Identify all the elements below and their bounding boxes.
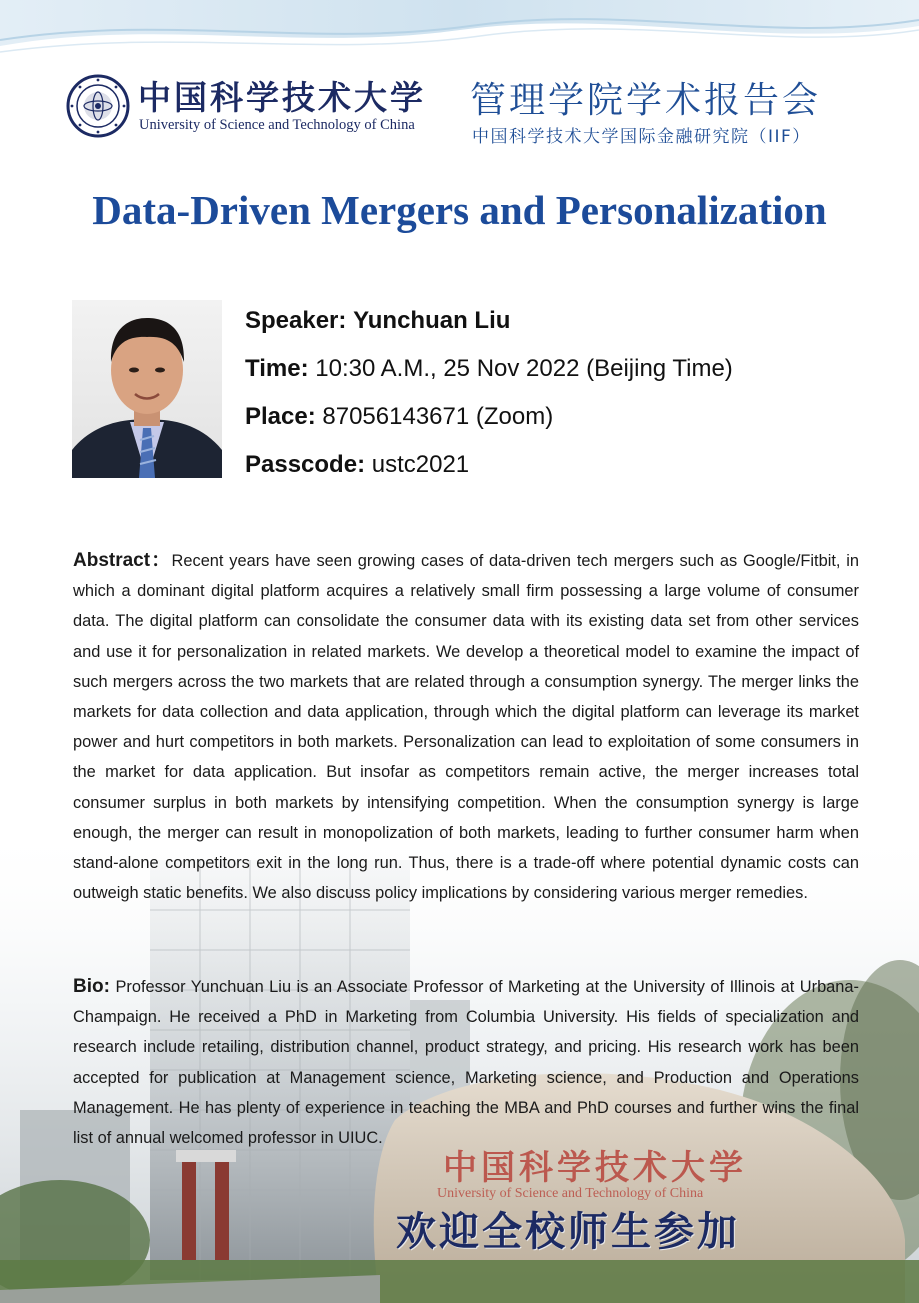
university-seal-icon <box>66 74 130 138</box>
place-label: Place: <box>245 403 316 430</box>
series-subtitle: 中国科学技术大学国际金融研究院（IIF） <box>472 127 811 147</box>
talk-info <box>245 300 733 492</box>
rock-inscription-cn: 中国科学技术大学 <box>443 1148 747 1188</box>
place-value: 87056143671 (Zoom) <box>322 403 554 430</box>
welcome-message: 欢迎全校师生参加 <box>396 1208 740 1255</box>
time-label: Time: <box>245 355 309 382</box>
time-line <box>245 348 733 396</box>
series-title: 管理学院学术报告会 <box>470 80 822 121</box>
speaker-line <box>245 300 733 348</box>
bio-text: Professor Yunchuan Liu is an Associate Professor of Marketing at the University of Illinois at Urbana-Champaign. He received a PhD in Marketing from Columbia University. His fields of specialization and research include retailing, distribution channel, product strategy, and pricing. His research work has been accepted for publication at Management science, Marketing science, and Production and Operations Management. He has plenty of experience in teaching the MBA and PhD courses and further wins the final list of annual welcomed professor in UIUC. <box>73 978 859 1148</box>
abstract <box>73 546 859 908</box>
university-name-en: University of Science and Technology of China <box>139 117 415 133</box>
university-name-cn: 中国科学技术大学 <box>138 78 426 117</box>
place-line <box>245 396 733 444</box>
rock-inscription-en: University of Science and Technology of China <box>437 1186 704 1201</box>
bio <box>73 972 859 1153</box>
passcode-line <box>245 444 733 492</box>
abstract-text: Recent years have seen growing cases of data-driven tech mergers such as Google/Fitbit, in which a dominant digital platform acquires a relatively small firm possessing a large volume of consumer data. The digital platform can consolidate the consumer data with its existing data set from other services and use it for personalization in related markets. We develop a theoretical model to examine the impact of such mergers across the two markets that are related through a consumption synergy. The merger links the markets for data collection and data application, through which the digital platform can leverage its market power and hurt competitors in both markets. Personalization can lead to exploitation of some consumers in the market for data application. But insofar as competitors remain active, the merger increases total consumer surplus in both markets by intensifying competition. When the consumption synergy is large enough, the merger can result in monopolization of both markets, leading to further consumer harm when stand-alone competitors exit in the long run. Thus, there is a trade-off where potential dynamic costs can outweigh static benefits. We also discuss policy implications by considering various merger remedies. <box>73 552 860 903</box>
passcode-label: Passcode: <box>245 451 366 478</box>
passcode-value: ustc2021 <box>371 451 470 478</box>
abstract-label: Abstract： <box>73 550 172 571</box>
speaker-value: Yunchuan Liu <box>353 307 511 334</box>
bio-label: Bio: <box>73 976 110 997</box>
talk-title: Data-Driven Mergers and Personalization <box>92 187 827 233</box>
speaker-photo <box>72 300 222 478</box>
time-value: 10:30 A.M., 25 Nov 2022 (Beijing Time) <box>315 355 733 382</box>
header <box>0 60 919 155</box>
speaker-label: Speaker: <box>245 307 347 334</box>
